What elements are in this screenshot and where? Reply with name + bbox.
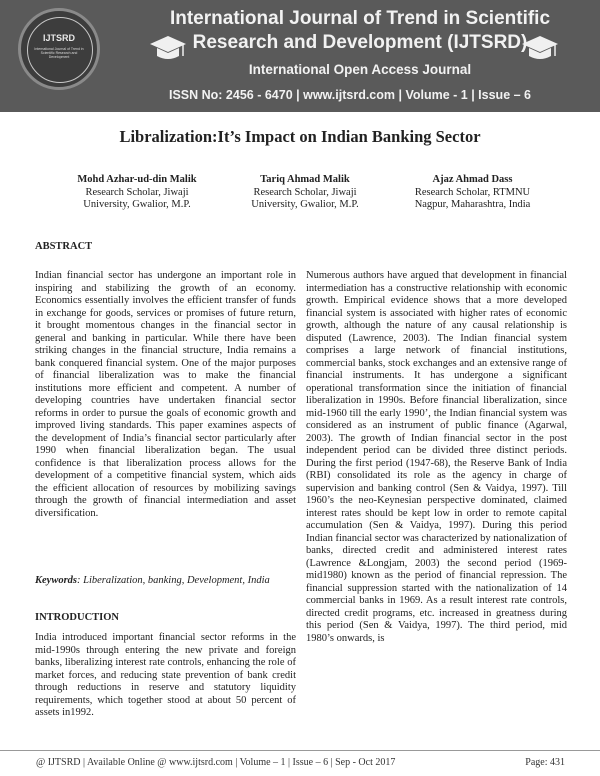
author-affiliation: University, Gwalior, M.P.: [83, 199, 191, 210]
abstract-text: Indian financial sector has undergone an important role in inspiring and stabilizing the growth of an economy. Economics essentially involves the efficient transfer of funds in exchange for goods, services or promises of future return, it brought momentous changes in the financial sector in general and banking in particular. While there have been striking changes in the financial structure, India remains a bank conquered financial system. One of the major purposes of financial liberalization was to make the financial institutions more efficient and competent. A number of developing countries have undertaken financial sector reforms in order to pursue the goals of economic growth and improved living standards. This paper examines aspects of the development of India’s financial sector particularly after 1990 when financial liberalization began. The usual confidence is that liberalization process allows for the development of a competitive financial system, which aids the efficient allocation of resources by mobilizing savings through the growth of financial intermediation and asset diversification.: [35, 270, 296, 519]
journal-logo: [18, 8, 100, 90]
logo-text: IJTSRD: [42, 33, 75, 43]
author-name: Tariq Ahmad Malik: [260, 174, 350, 185]
keywords-text: : Liberalization, banking, Development, India: [77, 575, 270, 586]
journal-subtitle: International Open Access Journal: [248, 62, 472, 77]
author-affiliation: Research Scholar, Jiwaji: [253, 186, 357, 198]
keywords: [35, 575, 296, 588]
footer-info: @ IJTSRD | Available Online @ www.ijtsrd.com | Volume – 1 | Issue – 6 | Sep - Oct 2017: [36, 757, 396, 768]
page-footer: [0, 750, 600, 776]
right-column-text: Numerous authors have argued that development in financial intermediation has a constructive relationship with economic growth. Empirical evidence shows that a more developed financial system is associated with higher rates of economic growth, although the nature of any causal relationship is disputed (Lawrence, 2003). The Indian financial system comprises a large network of financial institutions, commercial banks, stock exchanges and an extensive range of financial instruments. It has undergone a significant operational transformation since the initiation of financial liberalization in 1990s. Before financial liberalization, since mid-1960 till the early 1990’, the Indian financial system was considered as an instrument of public finance (Agarwal, 2003). The growth of Indian financial sector in the post independent period can be divided three distinct periods. During the first period (1947-68), the Reserve Bank of India (RBI) consolidated its role as the agency in charge of supervision and banking control (Sen & Vaidya, 1997). Till 1960’s the neo-Keynesian perspective dominated, claimed interest rates should be kept low in order to remote capital accumulation (Sen & Vaidya, 1997). During this period Indian financial sector was characterized by nationalization of banks, directed credit and administered interest rates (Lawrence &Longjam, 2003) the second period (1969- mid1980) known as the period of financial repression. The financial suppression started with the nationalization of 14 commercial banks in 1969. As a result interest rate controls, directed credit programs, etc. increased in greatness during this period (Sen & Vaidya, 1997). The third period, mid 1980’s onwards, is: [306, 270, 567, 644]
abstract-heading: ABSTRACT: [35, 241, 93, 252]
author-affiliation: Nagpur, Maharashtra, India: [414, 199, 531, 210]
author-affiliation: University, Gwalior, M.P.: [251, 199, 359, 210]
logo-subtext: International Journal of Trend in Scientific Research and Development: [34, 47, 84, 59]
journal-title-line2: Research and Development (IJTSRD): [192, 32, 528, 53]
author-block: [380, 174, 565, 212]
introduction-heading: INTRODUCTION: [35, 612, 120, 623]
keywords-label: Keywords: [35, 575, 77, 586]
journal-banner: [0, 0, 600, 112]
author-block: [220, 174, 390, 212]
author-affiliation: Research Scholar, RTMNU: [414, 186, 531, 198]
author-affiliation: Research Scholar, Jiwaji: [85, 186, 189, 198]
paper-title: Libralization:It’s Impact on Indian Banking Sector: [119, 127, 481, 146]
journal-title-line1: International Journal of Trend in Scientific: [169, 8, 551, 29]
introduction-text: India introduced important financial sector reforms in the mid-1990s through entering the new private and foreign banks, liberalizing interest rate controls, enhancing the role of market forces, and reducing state prevention of bank credit through reductions in reserve and statutory liquidity requirements, which together stood at about 50 percent of assets in1992.: [35, 632, 296, 718]
journal-meta: ISSN No: 2456 - 6470 | www.ijtsrd.com | Volume - 1 | Issue – 6: [168, 88, 531, 102]
author-block: [42, 174, 232, 212]
author-name: Ajaz Ahmad Dass: [432, 174, 513, 185]
author-name: Mohd Azhar-ud-din Malik: [77, 174, 197, 185]
page-number: Page: 431: [525, 757, 565, 768]
